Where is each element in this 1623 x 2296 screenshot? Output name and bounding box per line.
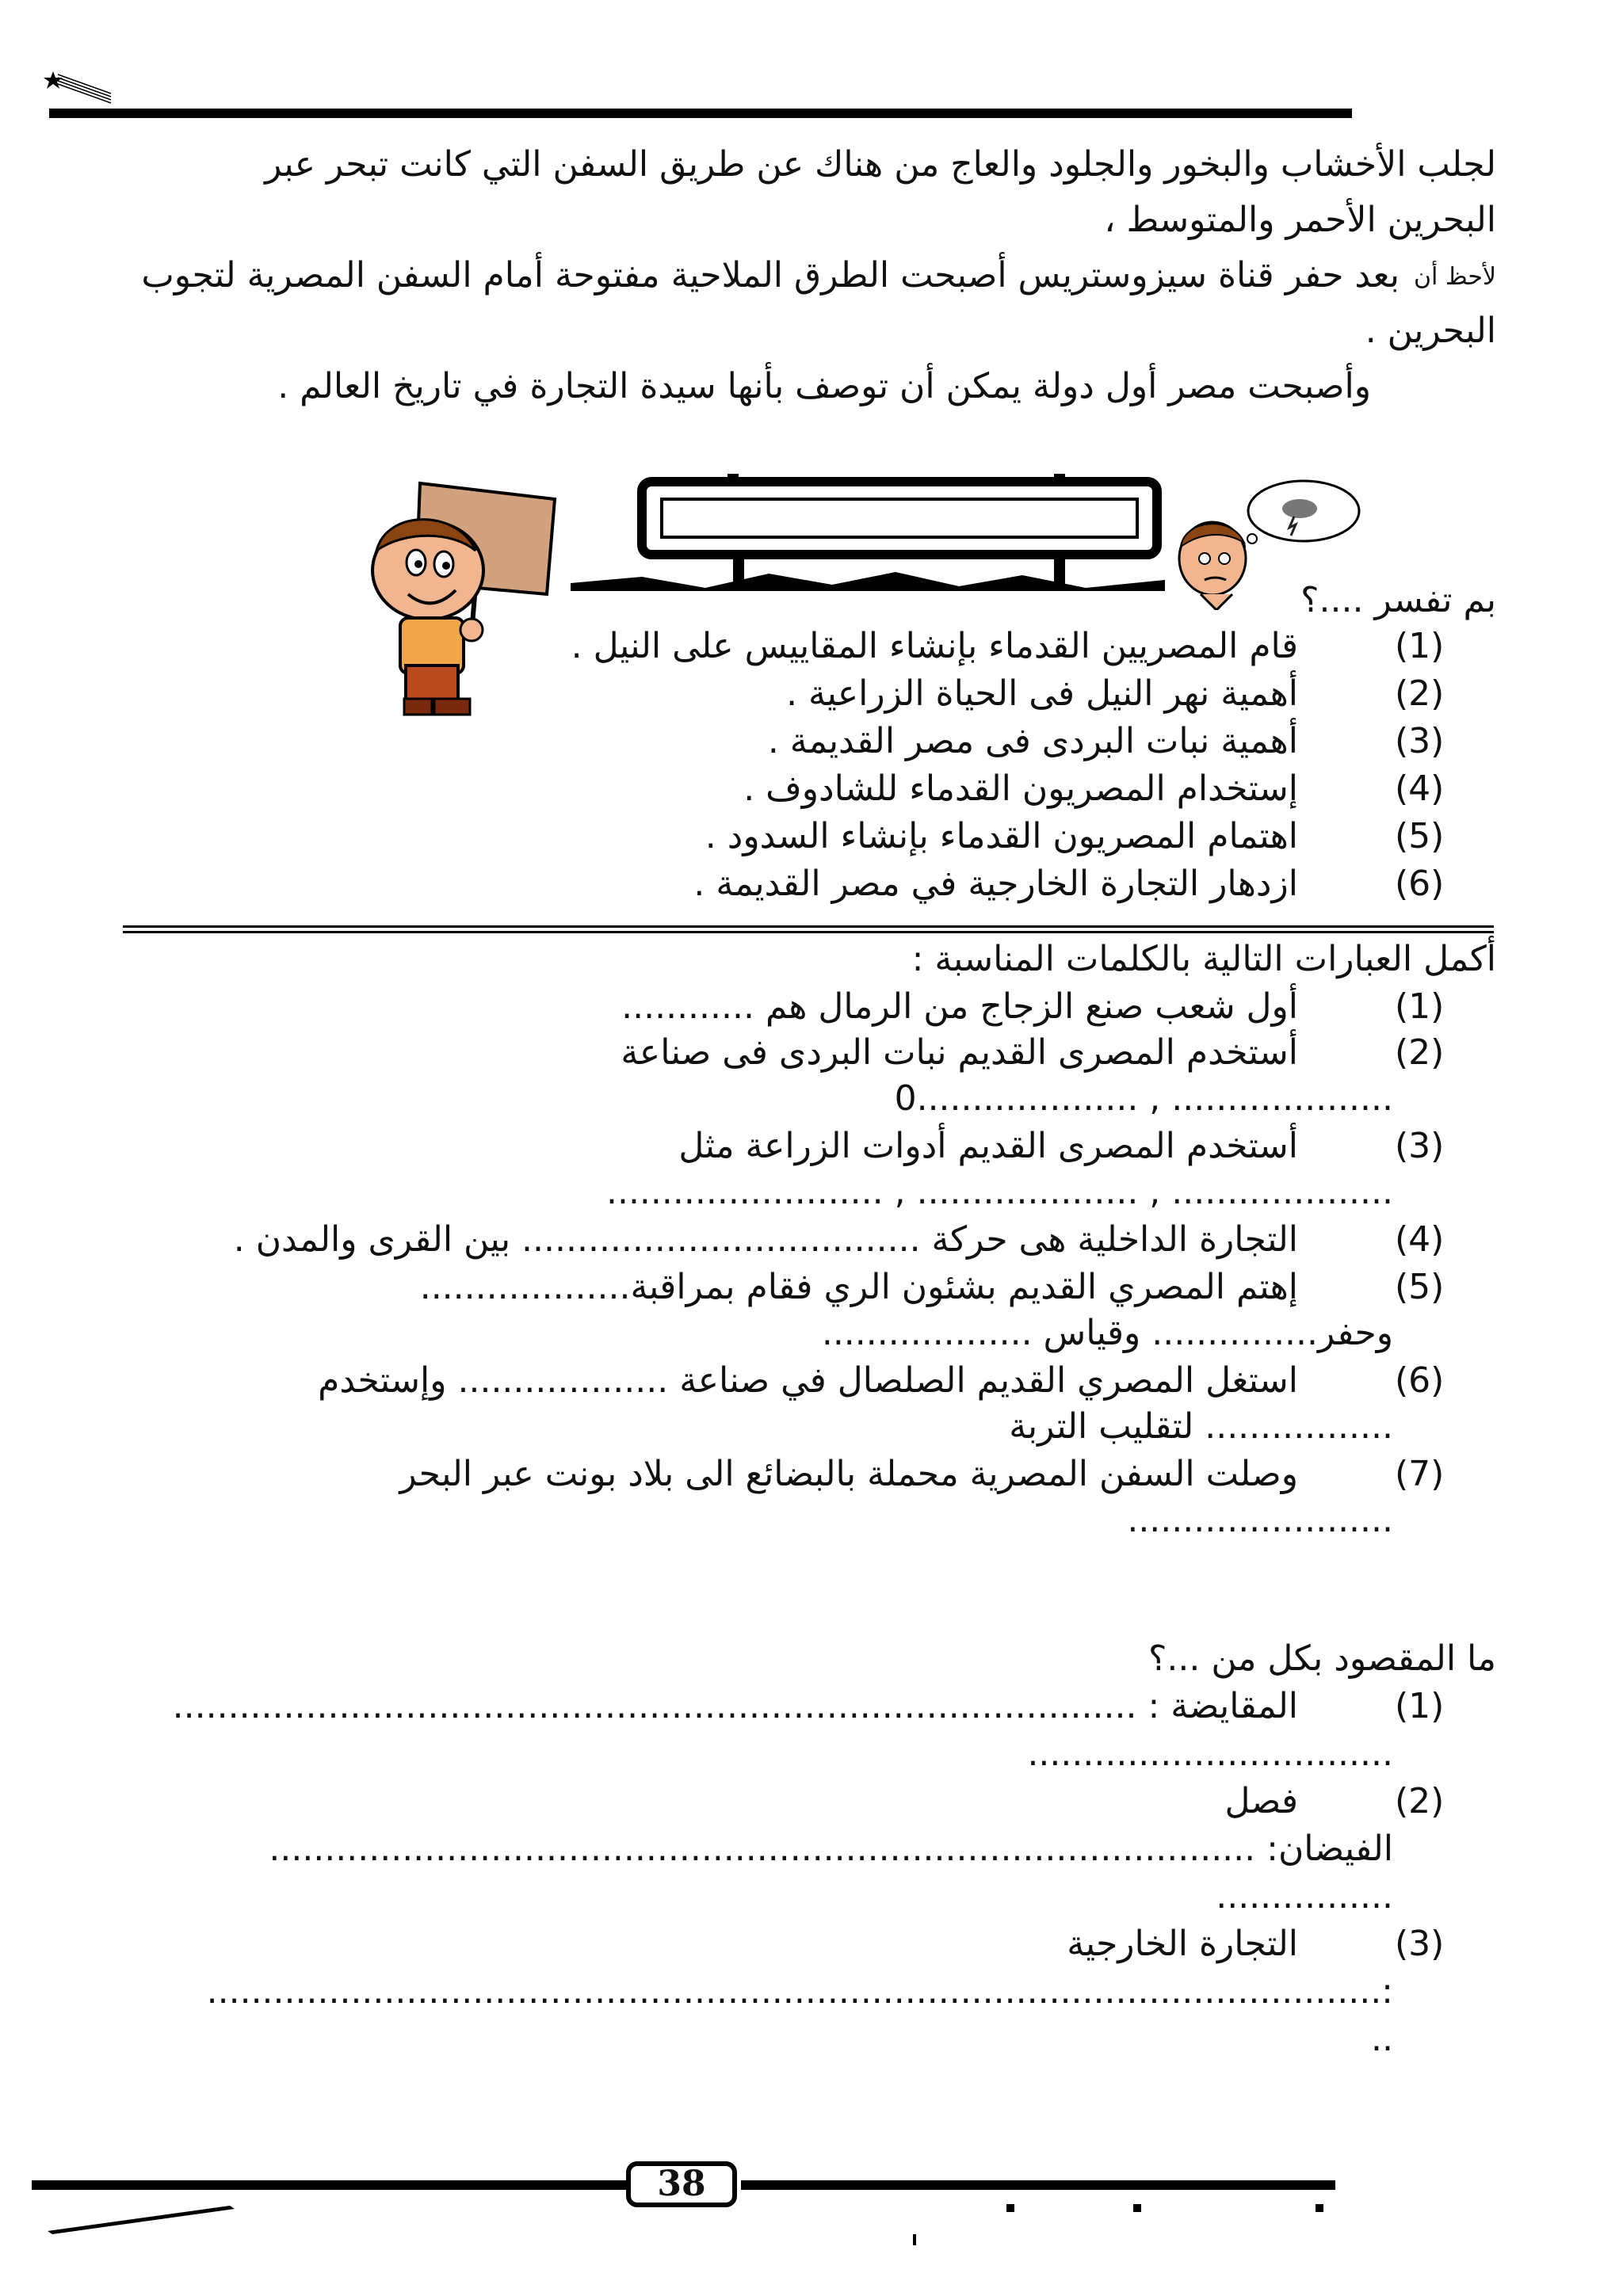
section2-item-4-num: (4) [1395,1219,1445,1260]
section3-item-2-line-1: فصل [1224,1781,1298,1821]
footer-dots-decoration [903,2203,1331,2250]
section2-title: أكمل العبارات التالية بالكلمات المناسبة : [911,939,1496,979]
section2-item-7-num: (7) [1395,1454,1445,1494]
section2-item-5-line-1: إهتم المصري القديم بشئون الري فقام بمراقبة................... [419,1267,1298,1307]
section1-item-4-text: إستخدام المصريون القدماء للشادوف . [743,769,1298,809]
section3-item-3-line-2: :.......................................................................................................... [206,1971,1393,2012]
intro-line-3: بعد حفر قناة سيزوستريس أصبحت الطرق الملاحية مفتوحة أمام السفن المصرية لتجوب [141,255,1400,296]
blank-billboard-illustration [547,472,1181,599]
section2-item-6-line-1: استغل المصري القديم الصلصال في صناعة ................... وإستخدم [318,1360,1298,1401]
section2-item-1-line-1: أول شعب صنع الزجاج من الرمال هم ............ [621,986,1298,1027]
header-rule [49,109,1352,118]
section2-item-5-line-2: وحفر............... وقياس ................... [821,1313,1393,1353]
footer-rule-right [741,2180,1335,2190]
intro-line-5: وأصبحت مصر أول دولة يمكن أن توصف بأنها سيدة التجارة في تاريخ العالم . [277,366,1371,406]
section1-title: بم تفسر ....؟ [1300,580,1496,620]
intro-line-4: البحرين . [1365,311,1496,351]
section3-item-2-line-3: ................ [1216,1876,1393,1917]
section2-item-2-num: (2) [1395,1032,1445,1073]
section2-item-7-line-1: وصلت السفن المصرية محملة بالبضائع الى بلاد بونت عبر البحر [399,1454,1298,1494]
section1-item-3-text: أهمية نبات البردى فى مصر القديمة . [767,721,1298,761]
section3-item-1-line-1: المقايضة : ....................................................................................... [172,1686,1298,1726]
section-divider-bottom [123,931,1494,933]
section2-item-3-line-2: .................... , .................... , ......................... [605,1172,1393,1212]
section-divider-top [123,925,1494,928]
section2-item-6-line-2: ................. لتقليب التربة [1009,1406,1393,1447]
section2-item-6-num: (6) [1395,1360,1445,1401]
section3-item-2-num: (2) [1395,1781,1445,1821]
section3-item-3-num: (3) [1395,1924,1445,1964]
section3-item-1-line-2: ................................. [1027,1733,1393,1774]
section1-item-4-num: (4) [1395,769,1445,809]
section2-item-2-line-2: .................... , ....................0 [894,1078,1393,1119]
section1-item-2-num: (2) [1395,673,1445,714]
section2-item-7-line-2: ........................ [1127,1500,1393,1540]
section2-item-3-num: (3) [1395,1126,1445,1166]
section1-item-1-text: قام المصريين القدماء بإنشاء المقاييس على النيل . [571,626,1298,666]
intro-note-prefix: لأحظ أن [1413,263,1496,291]
section2-item-5-num: (5) [1395,1267,1445,1307]
section3-item-1-num: (1) [1395,1686,1445,1726]
header-star-icon [44,65,115,105]
intro-line-1: لجلب الأخشاب والبخور والجلود والعاج من هناك عن طريق السفن التي كانت تبحر عبر [265,144,1496,185]
footer-slash-decoration [48,2203,238,2234]
section1-item-1-num: (1) [1395,626,1445,666]
section3-item-3-line-1: التجارة الخارجية [1067,1924,1298,1964]
section1-item-5-text: اهتمام المصريون القدماء بإنشاء السدود . [705,816,1298,856]
section3-title: ما المقصود بكل من ...؟ [1148,1638,1496,1679]
page-number: 38 [657,2164,706,2204]
intro-line-2: البحرين الأحمر والمتوسط ، [1104,200,1496,240]
section1-item-6-num: (6) [1395,864,1445,904]
section1-item-2-text: أهمية نهر النيل فى الحياة الزراعية . [786,673,1298,714]
section2-item-2-line-1: أستخدم المصرى القديم نبات البردى فى صناعة [621,1032,1298,1073]
section3-item-2-line-2: الفيضان: ......................................................................................... [269,1829,1393,1869]
section1-item-3-num: (3) [1395,721,1445,761]
section2-item-4-line-1: التجارة الداخلية هى حركة .................................... بين القرى والمدن . [233,1219,1298,1260]
page-number-box [626,2161,737,2207]
section3-item-3-line-3: .. [1371,2019,1393,2059]
footer-rule-left [32,2180,626,2190]
section1-item-6-text: ازدهار التجارة الخارجية في مصر القديمة . [693,864,1298,904]
section2-item-3-line-1: أستخدم المصرى القديم أدوات الزراعة مثل [678,1126,1298,1166]
boy-holding-sign-illustration [341,475,571,729]
section2-item-1-num: (1) [1395,986,1445,1027]
section1-item-5-num: (5) [1395,816,1445,856]
